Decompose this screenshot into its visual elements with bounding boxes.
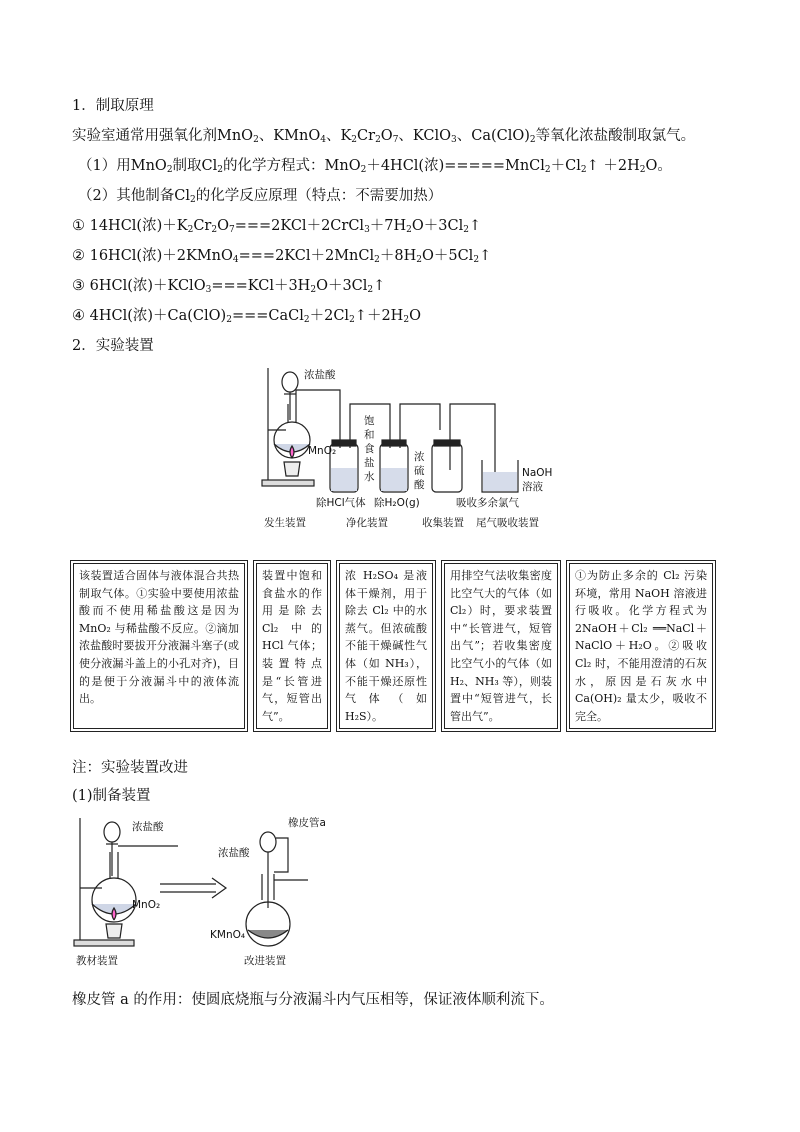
note-box-sulfuric-acid: 浓 H₂SO₄ 是液体干燥剂，用于除去 Cl₂ 中的水蒸气。但浓硫酸不能干燥碱性气体（如 NH₃），不能干燥还原性气体（如 H₂S）。 bbox=[336, 560, 436, 732]
equation-1: ① 14HCl(浓)$+K_2Cr_2O_7===2KCl+2CrCl_3+7H_2O+3Cl_2↑$ bbox=[72, 218, 482, 235]
label-absorb: 吸收多余氯气 bbox=[456, 497, 519, 509]
improvement-subtitle: (1)制备装置 bbox=[72, 788, 151, 804]
label-sat-salt-3: 食 bbox=[364, 443, 375, 455]
apparatus-diagram bbox=[250, 360, 570, 532]
note-box-tail-gas: ①为防止多余的 Cl₂ 污染环境，常用 NaOH 溶液进行吸收。化学方程式为 2NaOH＋Cl₂ ══NaCl＋NaClO＋H₂O。②吸收 Cl₂ 时，不能用澄清的石灰水，原因是石灰水中 Ca(OH)₂ 量太少，吸收不完全。 bbox=[566, 560, 716, 732]
label-rubber-tube: 橡皮管a bbox=[288, 817, 326, 829]
label-purification: 净化装置 bbox=[346, 517, 388, 529]
section-title-apparatus: 2．实验装置 bbox=[72, 338, 154, 354]
note-box-salt-water: 装置中饱和食盐水的作用是除去 Cl₂ 中的 HCl 气体；装置特点是“长管进气，短管出气”。 bbox=[253, 560, 331, 732]
label-conc-acid-1: 浓 bbox=[414, 451, 425, 463]
label-orig-apparatus: 教材装置 bbox=[76, 955, 118, 967]
equation-2: ② 16HCl(浓)$+2KMnO_4===2KCl+2MnCl_2+8H_2O+5Cl_2↑$ bbox=[72, 248, 492, 265]
label-conc-acid-3: 酸 bbox=[414, 479, 425, 491]
label-remove-h2o: 除H₂O(g) bbox=[374, 497, 420, 509]
label-collection: 收集装置 bbox=[422, 517, 464, 529]
intro-line: 实验室通常用强氧化剂MnO$_2$、KMnO$_4$、$K_2Cr_2O_7$、KClO$_3$、$Ca(ClO)_2$等氧化浓盐酸制取氯气。 bbox=[72, 128, 696, 145]
label-sat-salt-1: 饱 bbox=[364, 415, 375, 427]
label-mno2: MnO₂ bbox=[308, 445, 337, 457]
label-conc-acid-2: 硫 bbox=[414, 465, 425, 477]
label-sat-salt-4: 盐 bbox=[364, 457, 375, 469]
equation-3: ③ 6HCl(浓)$+KClO_3===KCl+3H_2O+3Cl_2↑$ bbox=[72, 278, 386, 295]
equation-4: ④ 4HCl(浓)$+Ca(ClO)_2===CaCl_2+2Cl_2↑+2H_2O$ bbox=[72, 308, 421, 325]
label-generation: 发生装置 bbox=[264, 517, 306, 529]
label-remove-hcl: 除HCl气体 bbox=[316, 497, 366, 509]
label-left-acid: 浓盐酸 bbox=[132, 821, 164, 833]
label-right-acid: 浓盐酸 bbox=[218, 847, 250, 859]
note-box-collection: 用排空气法收集密度比空气大的气体（如 Cl₂）时，要求装置中“长管进气，短管出气”；若收集密度比空气小的气体（如 H₂、NH₃ 等），则装置中“短管进气，长管出气”。 bbox=[441, 560, 561, 732]
other-methods-line: （2）其他制备$Cl_2$的化学反应原理（特点：不需要加热） bbox=[78, 188, 443, 205]
improvement-diagram bbox=[68, 812, 428, 972]
mno2-equation-line: （1）用MnO$_2$制取$Cl_2$的化学方程式：MnO$_2$＋4HCl(浓)$=====MnCl_2+Cl_2↑ +2H_2O$。 bbox=[78, 158, 672, 175]
label-sat-salt-2: 和 bbox=[364, 429, 375, 441]
note-box-generation: 该装置适合固体与液体混合共热制取气体。①实验中要使用浓盐酸而不使用稀盐酸这是因为 MnO₂ 与稀盐酸不反应。②滴加浓盐酸时要拔开分液漏斗塞子(或使分液漏斗盖上的小孔对齐)，目的是便于分液漏斗中的液体流出。 bbox=[70, 560, 248, 732]
label-solution: 溶液 bbox=[522, 481, 543, 493]
label-left-mno2: MnO₂ bbox=[132, 899, 161, 911]
label-sat-salt-5: 水 bbox=[364, 471, 375, 483]
label-kmno4: KMnO₄ bbox=[210, 929, 246, 941]
label-improved-apparatus: 改进装置 bbox=[244, 955, 286, 967]
label-conc-hcl: 浓盐酸 bbox=[304, 369, 336, 381]
label-naoh: NaOH bbox=[522, 467, 553, 479]
rubber-tube-explanation: 橡皮管 a 的作用：使圆底烧瓶与分液漏斗内气压相等，保证液体顺利流下。 bbox=[72, 992, 554, 1008]
label-tail-gas: 尾气吸收装置 bbox=[476, 517, 539, 529]
section-title-principle: 1．制取原理 bbox=[72, 98, 154, 114]
improvement-title: 注：实验装置改进 bbox=[72, 760, 188, 776]
